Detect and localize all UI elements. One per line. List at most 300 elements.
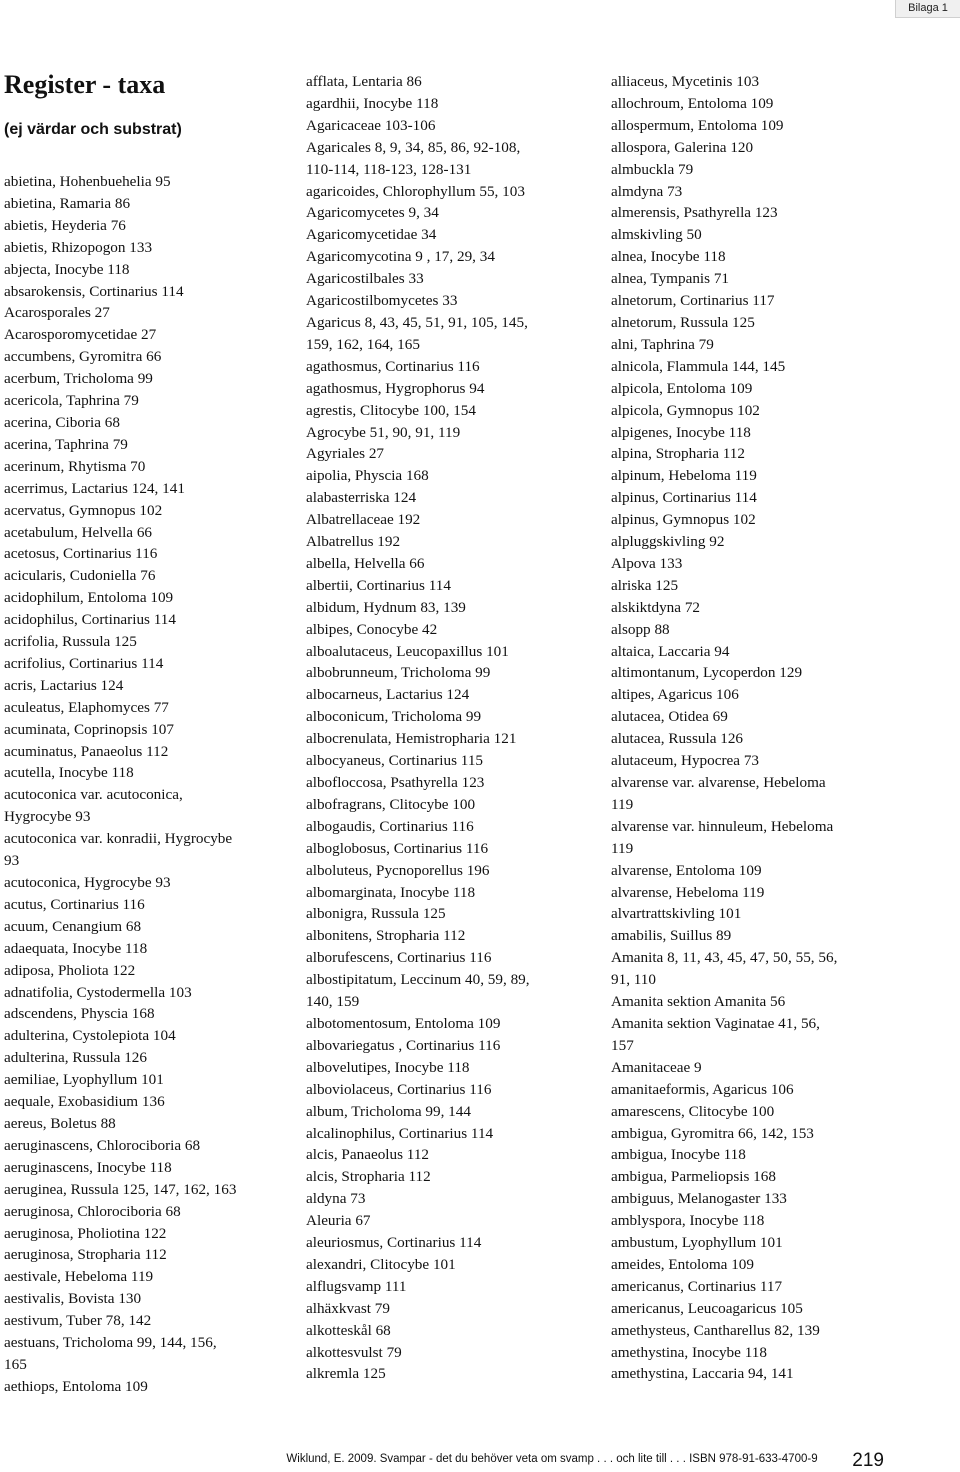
index-entry-line: amblyspora, Inocybe 118 [611,1212,765,1230]
index-entry [611,334,956,356]
index-entry [306,1210,596,1232]
index-entry-line: alutacea, Otidea 69 [611,708,728,726]
index-entry-line: acidophilus, Cortinarius 114 [4,611,176,629]
index-entry-line: albella, Helvella 66 [306,554,425,572]
index-entry-line: amanitaeformis, Agaricus 106 [611,1080,794,1098]
index-entry-line: alvartrattskivling 101 [611,905,742,923]
index-entry-line: afflata, Lentaria 86 [306,73,422,90]
index-entry [4,565,294,587]
index-entry-line: alsopp 88 [611,620,670,638]
index-entry [306,750,596,772]
index-entry [4,938,294,960]
index-entry-line: Agaricomycotina 9 , 17, 29, 34 [306,248,495,266]
index-entry-line: 140, 159 [306,993,360,1011]
index-entry-line: aereus, Boletus 88 [4,1114,116,1132]
index-entry [306,465,596,487]
index-entry-line: altimontanum, Lycoperdon 129 [611,664,803,682]
index-entry [4,543,294,565]
index-entry [4,697,294,719]
index-entry [611,903,956,925]
index-entry-line: aleuriosmus, Cortinarius 114 [306,1234,482,1252]
index-entry-line: alkottesvulst 79 [306,1343,402,1361]
index-entry [306,93,596,115]
index-entry [306,1276,596,1298]
index-entry-line: alnea, Tympanis 71 [611,270,730,288]
index-entry [4,1003,294,1025]
index-entry-line: Acarosporomycetidae 27 [4,326,157,344]
index-entry-line: acris, Lactarius 124 [4,676,124,694]
index-entry-line: ambustum, Lyophyllum 101 [611,1234,783,1252]
index-entry [4,302,294,324]
index-entry-line: almdyna 73 [611,182,683,200]
index-entry [611,1188,956,1210]
index-entry [611,750,956,772]
index-entry-line: acutoconica var. acutoconica, [4,786,183,804]
index-entry [4,719,294,741]
index-entry [4,456,294,478]
index-entry-line: alcis, Stropharia 112 [306,1168,431,1186]
index-entry [4,960,294,982]
index-entry-line: albogaudis, Cortinarius 116 [306,817,474,835]
index-entry [611,1079,956,1101]
index-entry [611,1342,956,1364]
index-entry [611,509,956,531]
index-entry-line: amethystina, Laccaria 94, 141 [611,1365,794,1383]
index-entry-line: alboluteus, Pycnoporellus 196 [306,861,490,879]
index-entry [306,728,596,750]
index-entry-line: albomarginata, Inocybe 118 [306,883,476,901]
index-entry [306,356,596,378]
index-entry [306,553,596,575]
index-entry [306,860,596,882]
index-entry [611,1320,956,1342]
index-entry-line: 110-114, 118-123, 128-131 [306,160,472,178]
index-entry [4,193,294,215]
index-entry-line: alriska 125 [611,576,679,594]
index-entry-line: acericola, Taphrina 79 [4,392,139,410]
index-entry [611,597,956,619]
index-entry-line: aemiliae, Lyophyllum 101 [4,1071,164,1089]
index-entry-line: adscendens, Physcia 168 [4,1005,155,1023]
index-entry [306,969,596,1013]
index-entry [306,1079,596,1101]
index-entry [4,1135,294,1157]
index-entry [306,268,596,290]
index-entry-line: alpinum, Hebeloma 119 [611,467,757,485]
index-entry [4,784,294,828]
index-entry-line: alflugsvamp 111 [306,1277,407,1295]
index-entry [306,684,596,706]
index-entry [611,728,956,750]
index-entry-line: alboconicum, Tricholoma 99 [306,708,482,726]
index-entry [611,137,956,159]
index-entry-line: Agaricomycetidae 34 [306,226,437,244]
index-entry [611,422,956,444]
index-column-3 [611,71,956,1385]
index-entry-line: absarokensis, Cortinarius 114 [4,282,184,300]
index-entry-line: alkremla 125 [306,1365,386,1383]
index-entry-line: Aleuria 67 [306,1212,371,1230]
index-entry [611,706,956,728]
index-entry [4,1025,294,1047]
index-entry-line: acutus, Cortinarius 116 [4,895,145,913]
index-entry [306,903,596,925]
index-entry [4,1376,294,1398]
index-entry [306,794,596,816]
index-entry-line: agathosmus, Hygrophorus 94 [306,379,485,397]
index-entry-line: alkotteskål 68 [306,1321,391,1339]
index-entry-line: albonigra, Russula 125 [306,905,446,923]
index-entry-line: acetabulum, Helvella 66 [4,523,153,541]
index-entry-line: agrestis, Clitocybe 100, 154 [306,401,476,419]
index-entry [306,1232,596,1254]
index-entry-line: alskiktdyna 72 [611,598,701,616]
index-entry-line: alnetorum, Cortinarius 117 [611,292,775,310]
index-entry-line: alpina, Stropharia 112 [611,445,745,463]
index-entry-line: acerbum, Tricholoma 99 [4,370,153,388]
index-entry [611,1210,956,1232]
index-entry [611,1101,956,1123]
index-entry-line: Amanitaceae 9 [611,1058,702,1076]
index-entry [611,71,956,93]
index-entry [4,390,294,412]
index-entry [306,816,596,838]
index-entry-line: Agaricaceae 103-106 [306,116,436,134]
index-entry-line: agardhii, Inocybe 118 [306,94,439,112]
index-entry-line: ambiguus, Melanogaster 133 [611,1190,787,1208]
index-entry-line: albostipitatum, Leccinum 40, 59, 89, [306,971,530,989]
index-entry-line: almskivling 50 [611,226,702,244]
index-entry [611,443,956,465]
index-entry-line: albidum, Hydnum 83, 139 [306,598,466,616]
page-number: 219 [852,1450,884,1471]
index-entry-line: aequale, Exobasidium 136 [4,1093,165,1111]
index-entry-line: albotomentosum, Entoloma 109 [306,1014,501,1032]
index-entry [4,894,294,916]
index-entry-line: albocyaneus, Cortinarius 115 [306,752,484,770]
index-entry-line: 93 [4,852,20,870]
index-entry [306,706,596,728]
index-entry [306,531,596,553]
index-entry-line: agaricoides, Chlorophyllum 55, 103 [306,182,525,200]
index-entry [611,159,956,181]
index-entry [306,202,596,224]
index-entry [306,1166,596,1188]
index-entry [4,215,294,237]
index-entry [4,1310,294,1332]
index-entry [611,772,956,816]
index-entry-line: Albatrellaceae 192 [306,511,421,529]
index-entry-line: aeruginascens, Chlorociboria 68 [4,1136,201,1154]
index-entry [4,1179,294,1201]
index-entry [611,246,956,268]
index-entry-line: Acarosporales 27 [4,304,110,322]
index-entry [306,312,596,356]
index-entry [306,1342,596,1364]
index-entry-line: acicularis, Cudoniella 76 [4,567,156,585]
index-entry-line: amethystina, Inocybe 118 [611,1343,767,1361]
index-entry [4,1288,294,1310]
index-entry [306,597,596,619]
index-entry [611,400,956,422]
index-entry-line: adiposa, Pholiota 122 [4,961,136,979]
index-entry [611,619,956,641]
index-entry [306,641,596,663]
index-entry [306,290,596,312]
index-entry [306,1035,596,1057]
index-entry [306,1363,596,1385]
index-entry-line: 165 [4,1355,27,1373]
index-entry-line: acerina, Ciboria 68 [4,413,120,431]
index-entry-line: alboalutaceus, Leucopaxillus 101 [306,642,509,660]
index-entry [306,575,596,597]
index-entry-line: Albatrellus 192 [306,533,401,551]
index-entry-line: Hygrocybe 93 [4,808,91,826]
index-entry-line: ambigua, Gyromitra 66, 142, 153 [611,1124,814,1142]
index-entry [4,1223,294,1245]
index-entry [306,246,596,268]
index-entry [306,443,596,465]
index-entry [611,641,956,663]
index-entry [4,1069,294,1091]
index-entry-line: alni, Taphrina 79 [611,335,714,353]
index-entry [4,828,294,872]
index-entry-line: aeruginea, Russula 125, 147, 162, 163 [4,1180,237,1198]
index-entry [4,1091,294,1113]
index-entry-line: albovelutipes, Inocybe 118 [306,1058,470,1076]
index-entry-line: alpinus, Cortinarius 114 [611,489,757,507]
index-entry [611,1363,956,1385]
index-entry-line: Agyriales 27 [306,445,385,463]
index-entry-line: almerensis, Psathyrella 123 [611,204,778,222]
index-entry-line: agathosmus, Cortinarius 116 [306,357,480,375]
index-entry [306,224,596,246]
index-entry [4,346,294,368]
index-entry [306,137,596,181]
index-entry-line: alboglobosus, Cortinarius 116 [306,839,489,857]
index-entry-line: aeruginosa, Pholiotina 122 [4,1224,167,1242]
index-entry-line: acidophilum, Entoloma 109 [4,589,174,607]
index-entry [611,882,956,904]
index-entry [306,115,596,137]
index-entry-line: aethiops, Entoloma 109 [4,1377,148,1395]
index-entry [4,500,294,522]
index-entry-line: albocrenulata, Hemistropharia 121 [306,730,517,748]
index-entry-line: amabilis, Suillus 89 [611,927,732,945]
index-entry-line: alcalinophilus, Cortinarius 114 [306,1124,494,1142]
index-entry-line: abietis, Rhizopogon 133 [4,238,153,256]
index-entry-line: acuminata, Coprinopsis 107 [4,720,174,738]
index-entry [306,1057,596,1079]
index-entry-line: albobrunneum, Tricholoma 99 [306,664,491,682]
index-entry [4,237,294,259]
index-entry-line: Alpova 133 [611,554,683,572]
page-title: Register - taxa [4,70,166,99]
index-entry-line: alvarense var. alvarense, Hebeloma [611,774,826,791]
index-entry-line: aestivale, Hebeloma 119 [4,1268,154,1286]
index-entry [611,1232,956,1254]
index-entry [306,619,596,641]
index-entry-line: alabasterriska 124 [306,489,417,507]
index-entry [306,1188,596,1210]
index-entry-line: adulterina, Cystolepiota 104 [4,1027,176,1045]
index-entry [306,509,596,531]
index-entry-line: alnetorum, Russula 125 [611,313,755,331]
index-entry [306,925,596,947]
index-entry-line: acutoconica var. konradii, Hygrocybe [4,830,233,848]
index-entry-line: Agaricomycetes 9, 34 [306,204,439,222]
index-column-1 [4,171,294,1398]
index-entry [611,312,956,334]
index-entry-line: acrifolius, Cortinarius 114 [4,654,164,672]
index-entry [611,356,956,378]
index-entry [4,609,294,631]
index-entry [611,860,956,882]
index-entry-line: alexandri, Clitocybe 101 [306,1255,456,1273]
footer-citation: Wiklund, E. 2009. Svampar - det du behöver veta om svamp . . . och lite till . . . ISBN 978-91-633-4700-9 [286,1453,818,1465]
index-entry-line: allospermum, Entoloma 109 [611,116,784,134]
index-entry-line: allospora, Galerina 120 [611,138,754,156]
index-entry-line: acuminatus, Panaeolus 112 [4,742,169,760]
index-entry [306,838,596,860]
index-entry-line: aestuans, Tricholoma 99, 144, 156, [4,1334,217,1352]
index-entry-line: Amanita 8, 11, 43, 45, 47, 50, 55, 56, [611,949,838,967]
index-entry-line: ambigua, Inocybe 118 [611,1146,746,1164]
index-entry [4,872,294,894]
index-entry [611,115,956,137]
index-entry-line: alliaceus, Mycetinis 103 [611,73,760,90]
index-entry [4,259,294,281]
index-entry-line: adaequata, Inocybe 118 [4,939,148,957]
index-entry-line: alpluggskivling 92 [611,533,725,551]
index-entry-line: accumbens, Gyromitra 66 [4,348,162,366]
index-entry [4,1201,294,1223]
index-entry-line: acrifolia, Russula 125 [4,633,137,651]
page-footer [0,1450,960,1472]
index-entry [306,1013,596,1035]
index-entry [611,553,956,575]
index-entry-line: adnatifolia, Cystodermella 103 [4,983,192,1001]
index-entry [611,991,956,1013]
index-entry-line: aipolia, Physcia 168 [306,467,429,485]
index-entry [4,1266,294,1288]
index-entry-line: Agrocybe 51, 90, 91, 119 [306,423,461,441]
index-entry-line: amethysteus, Cantharellus 82, 139 [611,1321,820,1339]
index-entry-line: albovariegatus , Cortinarius 116 [306,1036,501,1054]
index-entry [4,368,294,390]
index-entry-line: acutella, Inocybe 118 [4,764,134,782]
index-entry [611,816,956,860]
index-entry-line: ameides, Entoloma 109 [611,1255,754,1273]
index-entry [306,1320,596,1342]
index-entry [611,224,956,246]
index-entry [306,71,596,93]
index-entry [611,465,956,487]
index-entry-line: americanus, Cortinarius 117 [611,1277,783,1295]
index-entry [611,181,956,203]
index-entry-line: aestivum, Tuber 78, 142 [4,1312,152,1330]
index-entry-line: alpicola, Gymnopus 102 [611,401,760,419]
index-entry-line: almbuckla 79 [611,160,694,178]
index-entry-line: acervatus, Gymnopus 102 [4,501,163,519]
index-entry [611,93,956,115]
index-entry-line: alvarense, Entoloma 109 [611,861,762,879]
index-entry [306,400,596,422]
index-entry [306,1298,596,1320]
index-entry-line: alpicola, Entoloma 109 [611,379,753,397]
index-entry-line: aeruginosa, Chlorociboria 68 [4,1202,181,1220]
index-entry [4,587,294,609]
index-entry [4,675,294,697]
index-entry [306,487,596,509]
index-entry-line: Amanita sektion Amanita 56 [611,993,786,1011]
index-entry [4,412,294,434]
index-entry-line: alcis, Panaeolus 112 [306,1146,430,1164]
index-entry [306,882,596,904]
index-entry [4,741,294,763]
index-entry [4,1157,294,1179]
index-entry-line: 157 [611,1036,634,1054]
index-entry-line: adulterina, Russula 126 [4,1049,147,1067]
index-entry-line: alhäxkvast 79 [306,1299,390,1317]
index-entry [4,1332,294,1376]
index-entry [611,1166,956,1188]
index-entry-line: 159, 162, 164, 165 [306,335,420,353]
index-entry [4,434,294,456]
index-entry-line: Agaricus 8, 43, 45, 51, 91, 105, 145, [306,313,528,331]
index-entry-line: altaica, Laccaria 94 [611,642,730,660]
index-entry [306,378,596,400]
index-entry [611,531,956,553]
index-entry [306,772,596,794]
index-entry [306,1101,596,1123]
index-entry-line: acetosus, Cortinarius 116 [4,545,158,563]
index-entry-line: amarescens, Clitocybe 100 [611,1102,775,1120]
index-entry [611,947,956,991]
index-entry [306,947,596,969]
index-entry-line: aestivalis, Bovista 130 [4,1290,142,1308]
index-entry [611,1276,956,1298]
index-entry [611,684,956,706]
index-entry-line: aldyna 73 [306,1190,366,1208]
index-entry-line: alnea, Inocybe 118 [611,248,726,266]
index-entry [611,290,956,312]
index-entry [611,1298,956,1320]
index-entry-line: alpigenes, Inocybe 118 [611,423,751,441]
index-entry [4,1244,294,1266]
index-entry-line: albertii, Cortinarius 114 [306,576,451,594]
index-entry-line: album, Tricholoma 99, 144 [306,1102,471,1120]
index-entry [4,631,294,653]
index-entry-line: albonitens, Stropharia 112 [306,927,466,945]
index-entry [306,1254,596,1276]
index-entry [611,1254,956,1276]
page-subtitle: (ej värdar och substrat) [4,121,182,138]
index-entry [611,202,956,224]
index-entry [611,1123,956,1145]
index-entry [4,324,294,346]
index-entry [611,1057,956,1079]
index-entry-line: alvarense, Hebeloma 119 [611,883,765,901]
index-entry [611,662,956,684]
index-entry [4,982,294,1004]
index-entry-line: Agaricostilbales 33 [306,270,424,288]
index-entry-line: aeruginosa, Stropharia 112 [4,1246,167,1264]
index-entry-line: 91, 110 [611,971,656,989]
index-entry-line: ambigua, Parmeliopsis 168 [611,1168,776,1186]
index-entry [611,378,956,400]
index-entry [611,268,956,290]
